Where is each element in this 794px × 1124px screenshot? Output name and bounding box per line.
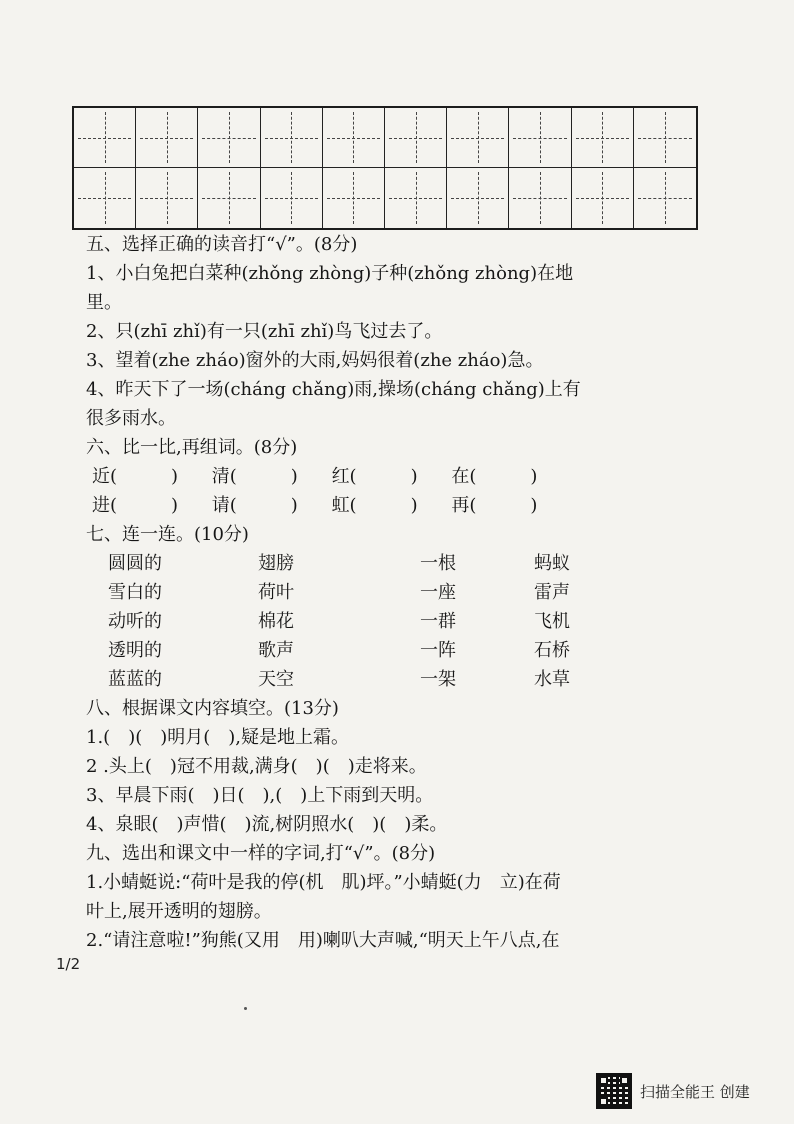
match-cell: 飞机	[534, 611, 570, 632]
match-cell: 一架	[420, 669, 456, 690]
section-nine-title: 九、选出和课文中一样的字词,打“√”。(8分)	[86, 843, 436, 864]
question-5-2: 2、只(zhī zhǐ)有一只(zhī zhǐ)鸟飞过去了。	[86, 321, 443, 342]
question-9-2: 2.“请注意啦!”狗熊(又用 用)喇叭大声喊,“明天上午八点,在	[86, 930, 560, 951]
compare-row-1	[86, 462, 716, 491]
match-cell: 荷叶	[258, 582, 294, 603]
match-cell: 动听的	[108, 611, 162, 632]
section-seven-title: 七、连一连。(10分)	[86, 524, 249, 545]
match-cell: 一阵	[420, 640, 456, 661]
scanner-watermark	[596, 1073, 750, 1109]
match-cell: 透明的	[108, 640, 162, 661]
match-cell: 圆圆的	[108, 553, 162, 574]
match-cell: 一根	[420, 553, 456, 574]
question-8-1: 1.( )( )明月( ),疑是地上霜。	[86, 727, 350, 748]
compare-item: 请( )	[211, 495, 298, 516]
compare-item: 清( )	[211, 466, 298, 487]
question-5-3: 3、望着(zhe zháo)窗外的大雨,妈妈很着(zhe zháo)急。	[86, 350, 544, 371]
questions	[86, 230, 716, 955]
compare-item: 进( )	[92, 495, 179, 516]
match-cell: 蚂蚁	[534, 553, 570, 574]
question-8-4: 4、泉眼( )声惜( )流,树阴照水( )( )柔。	[86, 814, 448, 835]
question-5-4a: 4、昨天下了一场(cháng chǎng)雨,操场(cháng chǎng)上有	[86, 379, 581, 400]
compare-item: 近( )	[92, 466, 179, 487]
matching-table	[86, 549, 716, 694]
compare-item: 再( )	[451, 495, 538, 516]
section-eight-title: 八、根据课文内容填空。(13分)	[86, 698, 339, 719]
match-cell: 蓝蓝的	[108, 669, 162, 690]
section-five-title: 五、选择正确的读音打“√”。(8分)	[86, 234, 358, 255]
qr-code-icon	[596, 1073, 632, 1109]
compare-item: 在( )	[451, 466, 538, 487]
compare-item: 红( )	[331, 466, 418, 487]
section-six-title: 六、比一比,再组词。(8分)	[86, 437, 298, 458]
speck	[244, 1007, 247, 1010]
watermark-text: 扫描全能王 创建	[640, 1082, 750, 1101]
page-number: 1/2	[56, 955, 81, 973]
compare-row-2	[86, 491, 716, 520]
compare-item: 虹( )	[331, 495, 418, 516]
match-cell: 雪白的	[108, 582, 162, 603]
match-cell: 翅膀	[258, 553, 294, 574]
match-cell: 棉花	[258, 611, 294, 632]
match-cell: 水草	[534, 669, 570, 690]
writing-grid	[72, 106, 698, 230]
match-cell: 雷声	[534, 582, 570, 603]
match-cell: 一群	[420, 611, 456, 632]
match-cell: 石桥	[534, 640, 570, 661]
match-cell: 天空	[258, 669, 294, 690]
question-9-1b: 叶上,展开透明的翅膀。	[86, 901, 272, 922]
question-8-3: 3、早晨下雨( )日( ),( )上下雨到天明。	[86, 785, 434, 806]
question-9-1a: 1.小蜻蜓说:“荷叶是我的停(机 肌)坪。”小蜻蜓(力 立)在荷	[86, 872, 561, 893]
question-5-4b: 很多雨水。	[86, 408, 176, 429]
question-5-1b: 里。	[86, 292, 122, 313]
match-cell: 一座	[420, 582, 456, 603]
match-cell: 歌声	[258, 640, 294, 661]
question-8-2: 2 .头上( )冠不用裁,满身( )( )走将来。	[86, 756, 427, 777]
question-5-1a: 1、小白兔把白菜种(zhǒng zhòng)子种(zhǒng zhòng)在地	[86, 263, 574, 284]
